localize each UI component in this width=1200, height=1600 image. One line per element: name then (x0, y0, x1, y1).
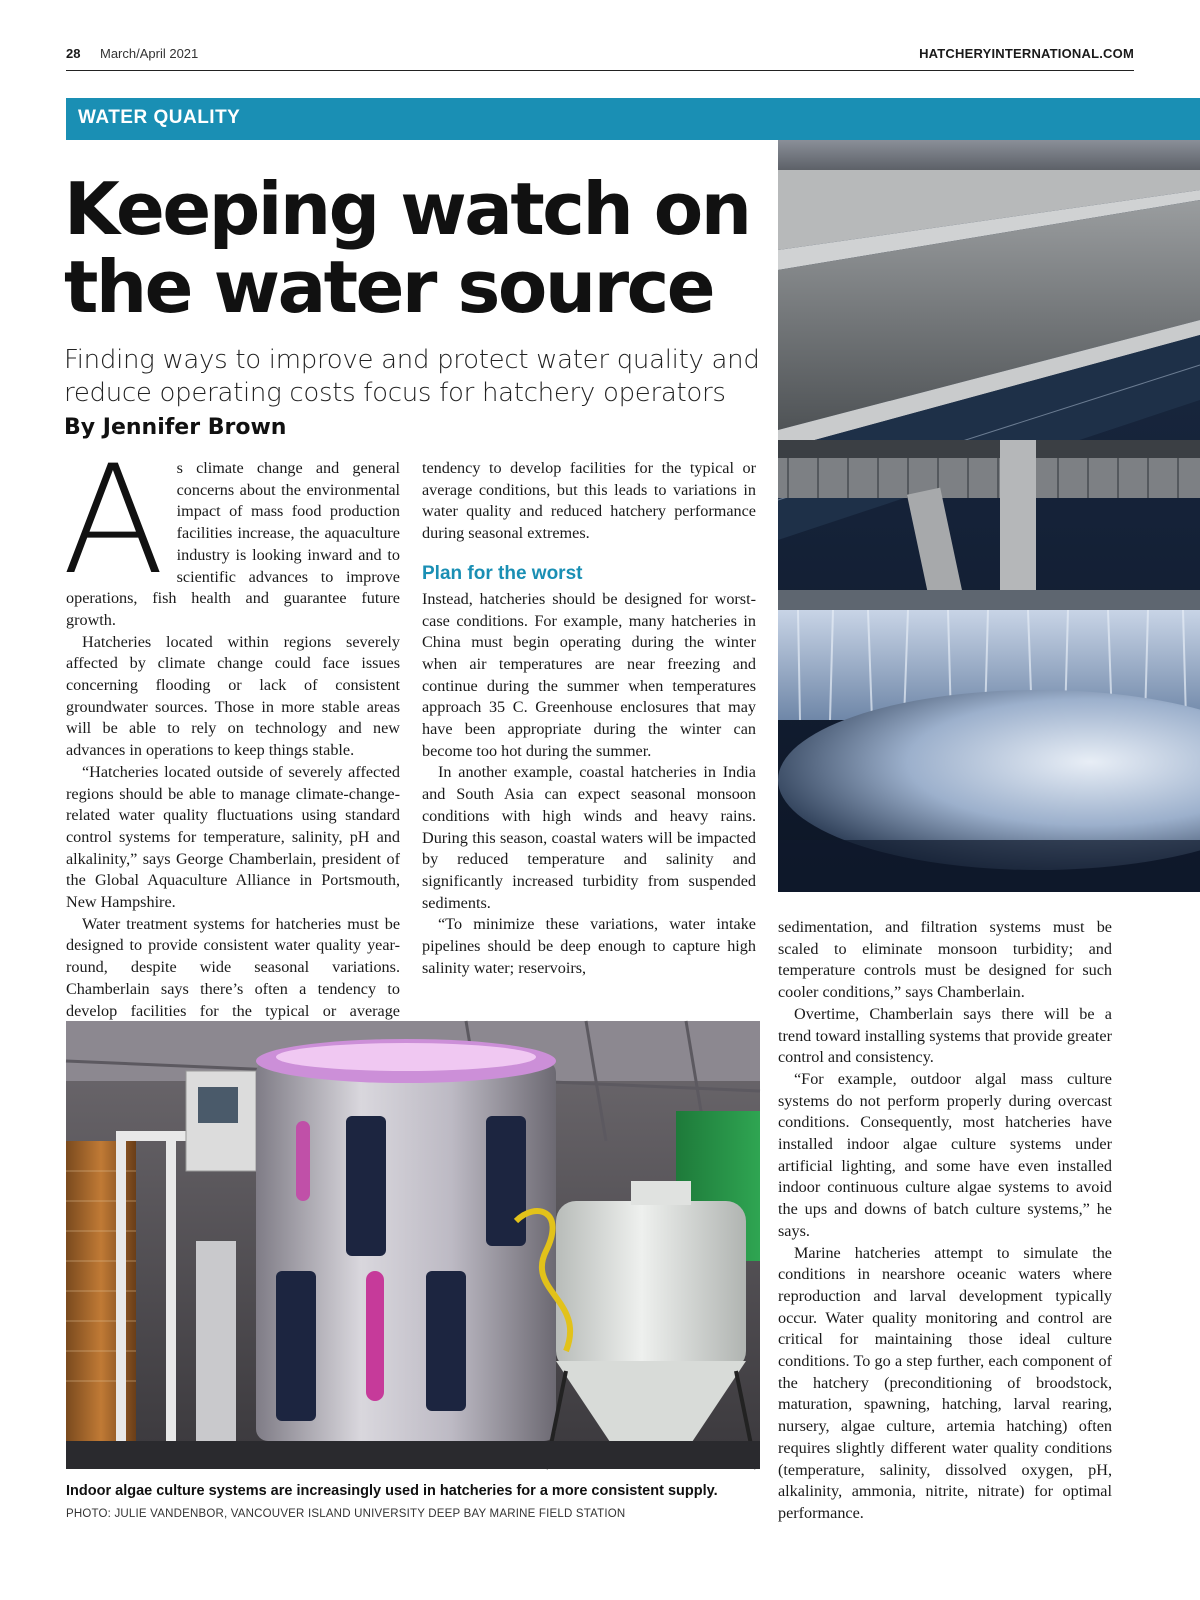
page-number: 28 (66, 46, 81, 61)
paragraph-8: Overtime, Chamberlain says there will be a trend toward installing systems that provide greater control and consistency. (778, 1004, 1112, 1067)
site-name: HATCHERYINTERNATIONAL.COM (919, 46, 1134, 61)
body-column-1 (62, 434, 400, 1022)
section-label: WATER QUALITY (78, 107, 241, 128)
photo-algae-culture (66, 1021, 760, 1469)
paragraph-6: In another example, coastal hatcheries in India and South Asia can expect seasonal monsoon conditions with high winds and heavy rains. During this season, coastal waters will be impacted by reduced temperature and salinity and significantly increased turbidity from suspended sediments. (422, 763, 756, 912)
paragraph-1-text: s climate change and general concerns about the environmental impact of mass food production facilities increase, the aquaculture industry is looking inward and to scientific advances to improve operations, fish health and guarantee future growth. (66, 459, 400, 629)
paragraph-5: Instead, hatcheries should be designed for worst-case conditions. For example, many hatcheries in China must begin operating during the winter when air temperatures are near freezing and continue during the summer when temperatures approach 35 C. Greenhouse enclosures that may have been appropriate during the winter can become too hot during the summer. (422, 589, 756, 760)
issue-date: March/April 2021 (100, 46, 199, 61)
photo-credit: PHOTO: JULIE VANDENBOR, VANCOUVER ISLAND UNIVERSITY DEEP BAY MARINE FIELD STATION (66, 1508, 626, 1520)
paragraph-10: Marine hatcheries attempt to simulate the conditions in nearshore oceanic waters where reproduction and larval development typically occur. Water quality monitoring and control are critical for maintaining those ideal culture conditions. To go a step further, each component of the hatchery (preconditioning of broodstock, maturation, spawning, hatching, larval rearing, nursery, algae culture, artemia hatching) often requires slightly different water quality conditions (temperature, salinity, dissolved oxygen, pH, alkalinity, ammonia, nitrite, nitrate) for optimal performance. (778, 1243, 1112, 1522)
body-column-3 (778, 917, 1112, 1525)
paragraph-9: “For example, outdoor algal mass culture systems do not perform properly during overcast conditions. Consequently, most hatcheries have installed indoor algae culture systems under artificial lighting, and some have even installed indoor continuous culture algae systems to avoid the ups and downs of batch culture systems,” he says. (778, 1069, 1112, 1240)
byline: By Jennifer Brown (64, 415, 287, 440)
paragraph-1 (62, 434, 400, 632)
paragraph-4-continued: tendency to develop facilities for the typical or average conditions, but this leads to variations in water quality and reduced hatchery performance during seasonal extremes. (422, 459, 756, 543)
headline (64, 167, 784, 329)
drop-cap: A (62, 434, 165, 608)
deck-text: Finding ways to improve and protect water quality and reduce operating costs focus for hatchery operators (64, 345, 760, 408)
deck (64, 344, 764, 444)
subhead: Plan for the worst (422, 562, 583, 584)
headline-line-1: Keeping watch on (64, 167, 750, 251)
header-rule (66, 70, 1134, 71)
photo-raceway (778, 140, 1200, 892)
paragraph-7: “To minimize these variations, water intake pipelines should be deep enough to capture high salinity water; reservoirs, (422, 915, 756, 977)
paragraph-4: Water treatment systems for hatcheries must be designed to provide consistent water quality year-round, despite wide seasonal variations. Chamberlain says there’s often a tendency to develop facilities for the typical or average (66, 914, 400, 1020)
paragraph-7-continued: sedimentation, and filtration systems must be scaled to eliminate monsoon turbidity; and temperature controls must be designed for such cooler conditions,” says Chamberlain. (778, 918, 1112, 1002)
body-column-2 (422, 458, 756, 979)
photo-caption: Indoor algae culture systems are increasingly used in hatcheries for a more consistent supply. (66, 1483, 718, 1499)
paragraph-3: “Hatcheries located outside of severely affected regions should be able to manage climate-change-related water quality fluctuations using standard control systems for temperature, salinity, pH and alkalinity,” says George Chamberlain, president of the Global Aquaculture Alliance in Portsmouth, New Hampshire. (66, 762, 400, 912)
paragraph-2: Hatcheries located within regions severely affected by climate change could face issues concerning flooding or lack of consistent groundwater sources. Those in more stable areas will be able to rely on technology and new advances in operations to keep things stable. (66, 632, 400, 760)
headline-line-2: the water source (64, 245, 714, 329)
